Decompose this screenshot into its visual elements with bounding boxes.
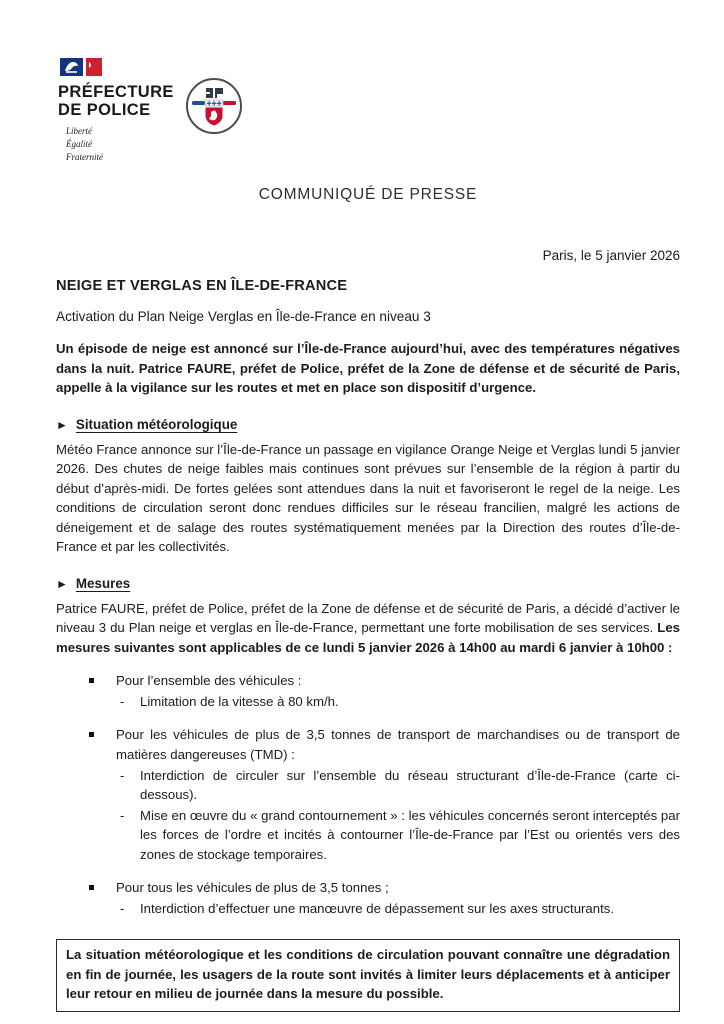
sub-list-item-text: Mise en œuvre du « grand contournement » : les véhicules concernés seront interceptés par les forces de l’ordre et incités à contourner l’Île-de-France par l’Est ou orientés vers des zones de stockage temporaires. [140, 807, 680, 862]
dash-bullet: - [120, 767, 125, 783]
dash-bullet: - [120, 807, 125, 823]
square-bullet-icon [89, 678, 94, 683]
triangle-bullet-icon: ► [56, 417, 68, 432]
list-item [56, 878, 680, 898]
alert-box: La situation météorologique et les conditions de circulation pouvant connaître une dégradation en fin de journée, les usagers de la route sont invités à limiter leurs déplacements et à anticiper leur retour en milieu de journée dans la mesure du possible. [56, 939, 680, 1012]
sub-list-item [56, 692, 680, 712]
document-body [56, 0, 680, 1012]
meteo-paragraph: Météo France annonce sur l’Île-de-France un passage en vigilance Orange Neige et Verglas lundi 5 janvier 2026. Des chutes de neige faibles mais continues sont prévues sur l’ensemble de la région à partir du début d’après-midi. De fortes gelées sont attendues dans la nuit et favoriseront le regel de la neige. Les conditions de circulation seront donc rendues difficiles sur le réseau francilien, malgré les actions de déneigement et de salage des routes systématiquement menées par la Direction des routes d’Île-de-France et par les collectivités. [56, 441, 680, 555]
list-item [56, 725, 680, 764]
dateline: Paris, le 5 janvier 2026 [542, 248, 680, 263]
sub-list-item-text: Interdiction d’effectuer une manœuvre de dépassement sur les axes structurants. [140, 900, 615, 916]
dash-bullet: - [120, 693, 125, 709]
section-heading-mesures-label: Mesures [75, 575, 131, 591]
section-heading-mesures [56, 576, 680, 591]
document-type-heading: COMMUNIQUÉ DE PRESSE [258, 186, 478, 203]
motto-egalite: Égalité [66, 138, 92, 149]
measures-list [56, 671, 680, 918]
sub-list-item [56, 806, 680, 865]
svg-text:✚✚✚: ✚✚✚ [206, 100, 222, 108]
mesures-paragraph [56, 599, 680, 658]
motto-fraternite: Fraternité [66, 152, 103, 163]
list-item-label: Pour les véhicules de plus de 3,5 tonnes de transport de marchandises ou de transport de matières dangereuses (TMD) : [116, 727, 680, 762]
sub-list-item-text: Interdiction de circuler sur l’ensemble du réseau structurant d’Île-de-France (carte ci-dessous). [140, 767, 680, 803]
list-item-label: Pour l’ensemble des véhicules : [116, 673, 302, 689]
agency-name-line1: PRÉFECTURE [58, 83, 174, 101]
press-release-title: NEIGE ET VERGLAS EN ÎLE-DE-FRANCE [56, 278, 348, 294]
list-item [56, 671, 680, 691]
list-item-label: Pour tous les véhicules de plus de 3,5 tonnes ; [116, 880, 389, 896]
square-bullet-icon [89, 885, 94, 890]
agency-name-line2: DE POLICE [58, 101, 151, 120]
sub-list-item [56, 766, 680, 805]
section-heading-meteo [56, 417, 680, 432]
section-heading-meteo-label: Situation météorologique [75, 416, 238, 432]
sub-list-item-text: Limitation de la vitesse à 80 km/h. [140, 693, 339, 709]
intro-paragraph: Un épisode de neige est annoncé sur l’Île-de-France aujourd’hui, avec des températures négatives dans la nuit. Patrice FAURE, préfet de Police, préfet de la Zone de défense et de sécurité de Paris, appelle à la vigilance sur les routes et met en place son dispositif d’urgence. [56, 341, 680, 396]
mesures-paragraph-normal: Patrice FAURE, préfet de Police, préfet de la Zone de défense et de sécurité de Paris, a décidé d’activer le niveau 3 du Plan neige et verglas en Île-de-France, permettant une forte mobilisation de ses services. [56, 600, 680, 636]
dash-bullet: - [120, 900, 125, 916]
square-bullet-icon [89, 732, 94, 737]
sub-list-item [56, 899, 680, 919]
press-release-subtitle: Activation du Plan Neige Verglas en Île-de-France en niveau 3 [56, 309, 431, 324]
mesures-paragraph-bold: Les mesures suivantes sont applicables de ce lundi 5 janvier 2026 à 14h00 au mardi 6 janvier à 10h00 : [56, 620, 680, 655]
motto-liberte: Liberté [66, 125, 92, 136]
triangle-bullet-icon: ► [56, 576, 68, 591]
